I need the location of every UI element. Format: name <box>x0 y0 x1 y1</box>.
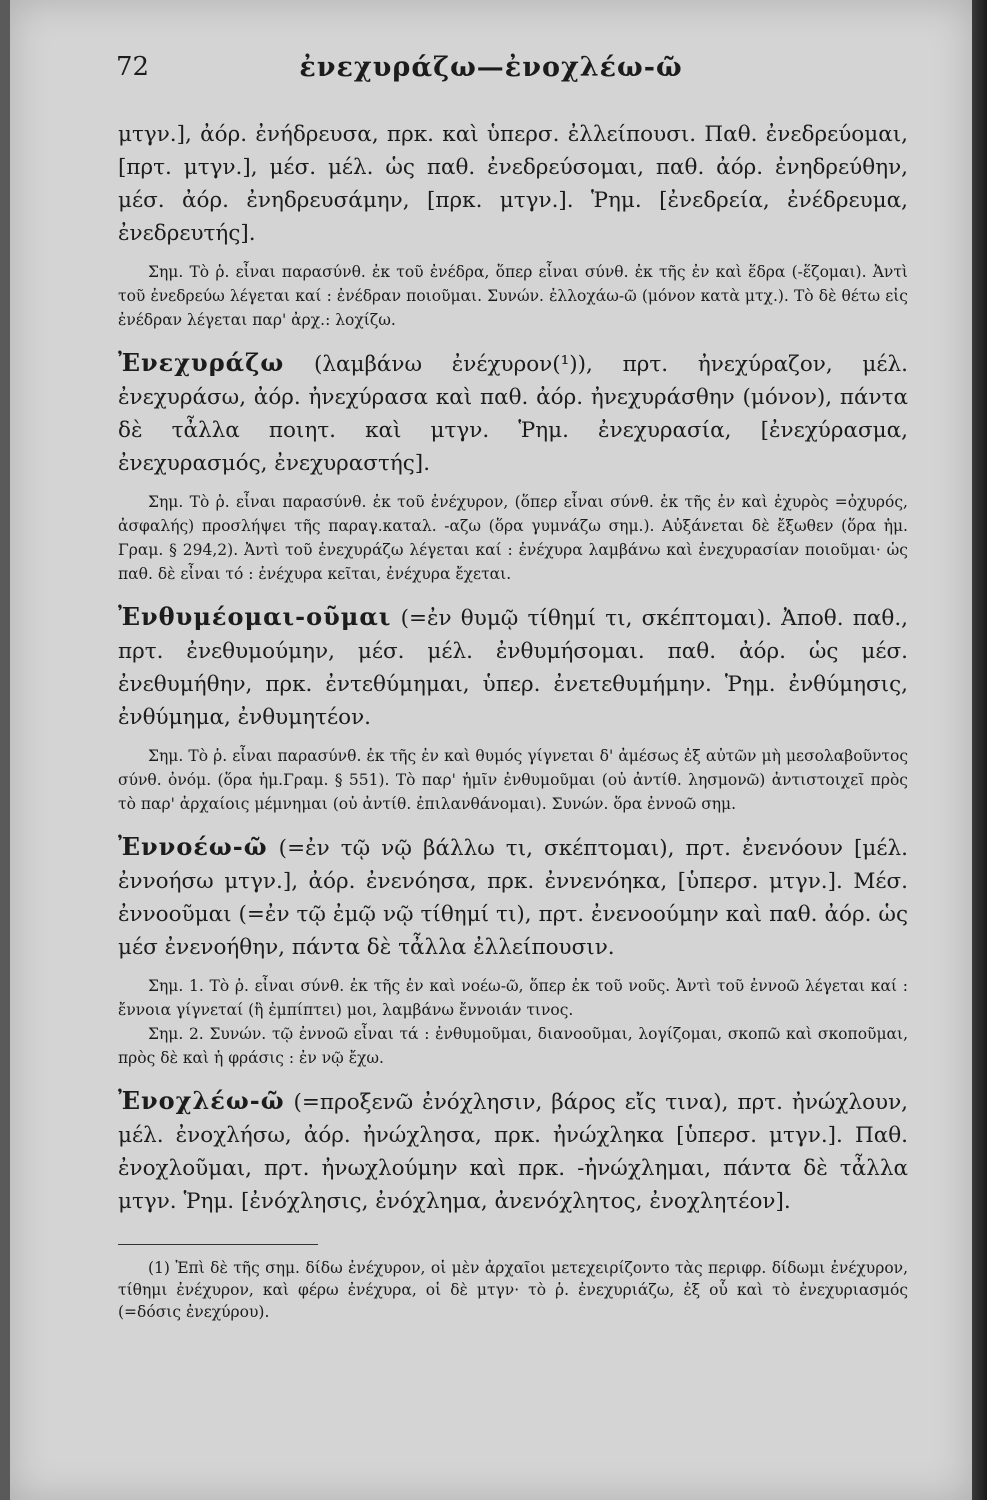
entry-body: (=προξενῶ ἐνόχλησιν, βάρος εἴς τινα), πρτ. ἠνώχλουν, μέλ. ἐνοχλήσω, ἀόρ. ἠνώχλησα, πρκ. ἠνώχληκα [ὑπερσ. μτγν.]. Παθ. ἐνοχλοῦμαι, πρτ. ἠνωχλούμην καὶ πρκ. -ἠνώχλημαι, πάντα δὲ τἆλλα μτγν. Ῥημ. [ἐνόχλησις, ἐνόχλημα, ἀνενόχλητος, ἐνοχλητέον]. <box>118 1090 908 1214</box>
note-enthymeomai: Σημ. Τὸ ῥ. εἶναι παρασύνθ. ἐκ τῆς ἐν καὶ θυμός γίγνεται δ' ἀμέσως ἐξ αὐτῶν μὴ μεσολαβοῦντος σύνθ. ὀνόμ. (ὅρα ἡμ.Γραμ. § 551). Τὸ παρ' ἡμῖν ἐνθυμοῦμαι (οὐ ἀντίθ. λησμονῶ) ἀντιστοιχεῖ πρὸς τὸ παρ' ἀρχαίοις μέμνημαι (οὐ ἀντίθ. ἐπιλανθάνομαι). Συνών. ὅρα ἐννοῶ σημ. <box>118 747 908 813</box>
page-header <box>10 52 972 92</box>
binding-edge <box>972 0 987 1500</box>
entry-body: (λαμβάνω ἐνέχυρον(¹)), πρτ. ἠνεχύραζον, μέλ. ἐνεχυράσω, ἀόρ. ἠνεχύρασα καὶ παθ. ἀόρ. ἠνεχυράσθην (μόνον), πάντα δὲ τἆλλα ποιητ. καὶ μτγν. Ῥημ. ἐνεχυρασία, [ἐνεχύρασμα, ἐνεχυρασμός, ἐνεχυραστής]. <box>118 352 908 476</box>
footnote-rule <box>118 1244 318 1245</box>
book-page <box>10 0 972 1500</box>
running-title: ἐνεχυράζω—ἐνοχλέω-ῶ <box>299 52 683 83</box>
lemma-enechyrazo: Ἐνεχυράζω <box>118 348 285 377</box>
note-ennoeo-2: Σημ. 2. Συνών. τῷ ἐννοῶ εἶναι τά : ἐνθυμοῦμαι, διανοοῦμαι, λογίζομαι, σκοπῶ καὶ σκοποῦμαι, πρὸς δὲ καὶ ἡ φράσις : ἐν νῷ ἔχω. <box>118 1025 908 1067</box>
entry-ennoeo <box>118 830 908 964</box>
entry-continuation: μτγν.], ἀόρ. ἐνήδρευσα, πρκ. καὶ ὑπερσ. ἐλλείπουσι. Παθ. ἐνεδρεύομαι, [πρτ. μτγν.], μέσ. μέλ. ὡς παθ. ἐνεδρεύσομαι, παθ. ἀόρ. ἐνηδρεύθην, μέσ. ἀόρ. ἐνηδρευσάμην, [πρκ. μτγν.]. Ῥημ. [ἐνεδρεία, ἐνέδρευμα, ἐνεδρευτής]. <box>118 122 908 246</box>
lemma-enthymeomai: Ἐνθυμέομαι-οῦμαι <box>118 602 392 631</box>
note-enechyrazo: Σημ. Τὸ ῥ. εἶναι παρασύνθ. ἐκ τοῦ ἐνέχυρον, (ὅπερ εἶναι σύνθ. ἐκ τῆς ἐν καὶ ἐχυρὸς =ὀχυρός, ἀσφαλής) προσλήψει τῆς παραγ.καταλ. -αζω (ὅρα γυμνάζω σημ.). Αὐξάνεται δὲ ἔξωθεν (ὅρα ἡμ. Γραμ. § 294,2). Ἀντὶ τοῦ ἐνεχυράζω λέγεται καί : ἐνέχυρα λαμβάνω καὶ ἐνεχυρασίαν ποιοῦμαι· ὡς παθ. δὲ εἶναι τό : ἐνέχυρα κεῖται, ἐνέχυρα ἔχεται. <box>118 493 908 583</box>
entry-body: (=ἐν τῷ νῷ βάλλω τι, σκέπτομαι), πρτ. ἐνενόουν [μέλ. ἐννοήσω μτγν.], ἀόρ. ἐνενόησα, πρκ. ἐννενόηκα, [ὑπερσ. μτγν.]. Μέσ. ἐννοοῦμαι (=ἐν τῷ ἐμῷ νῷ τίθημί τι), πρτ. ἐνενοούμην καὶ παθ. ἀόρ. ὡς μέσ ἐνενοήθην, πάντα δὲ τἆλλα ἐλλείπουσιν. <box>118 836 908 960</box>
entry-enechyrazo <box>118 346 908 480</box>
lemma-ennoeo: Ἐννοέω-ῶ <box>118 832 268 861</box>
page-number: 72 <box>116 52 150 82</box>
note-ennoeo-1: Σημ. 1. Τὸ ῥ. εἶναι σύνθ. ἐκ τῆς ἐν καὶ νοέω-ῶ, ὅπερ ἐκ τοῦ νοῦς. Ἀντὶ τοῦ ἐννοῶ λέγεται καί : ἔννοια γίγνεταί (ἢ ἐμπίπτει) μοι, λαμβάνω ἔννοιάν τινος. <box>118 977 908 1019</box>
note-enedreuo: Σημ. Τὸ ῥ. εἶναι παρασύνθ. ἐκ τοῦ ἐνέδρα, ὅπερ εἶναι σύνθ. ἐκ τῆς ἐν καὶ ἕδρα (-ἕζομαι). Ἀντὶ τοῦ ἐνεδρεύω λέγεται καί : ἐνέδραν ποιοῦμαι. Συνών. ἐλλοχάω-ῶ (μόνον κατὰ μτχ.). Τὸ δὲ θέτω εἰς ἐνέδραν λέγεται παρ' ἀρχ.: λοχίζω. <box>118 263 908 329</box>
footnote: (1) Ἐπὶ δὲ τῆς σημ. δίδω ἐνέχυρον, οἱ μὲν ἀρχαῖοι μετεχειρίζοντο τὰς περιφρ. δίδωμι ἐνέχυρον, τίθημι ἐνέχυρον, καὶ φέρω ἐνέχυρα, οἱ δὲ μτγν· τὸ ῥ. ἐνεχυριάζω, ἐξ οὗ καὶ τὸ ἐνεχυριασμός (=δόσις ἐνεχύρου). <box>118 1259 908 1321</box>
entry-body: (=ἐν θυμῷ τίθημί τι, σκέπτομαι). Ἀποθ. παθ., πρτ. ἐνεθυμούμην, μέσ. μέλ. ἐνθυμήσομαι. παθ. ἀόρ. ὡς μέσ. ἐνεθυμήθην, πρκ. ἐντεθύμημαι, ὑπερ. ἐνετεθυμήμην. Ῥημ. ἐνθύμησις, ἐνθύμημα, ἐνθυμητέον. <box>118 606 908 730</box>
lemma-enochleo: Ἐνοχλέω-ῶ <box>118 1086 285 1115</box>
page-body <box>118 118 908 1323</box>
entry-enochleo <box>118 1084 908 1218</box>
entry-enthymeomai <box>118 600 908 734</box>
